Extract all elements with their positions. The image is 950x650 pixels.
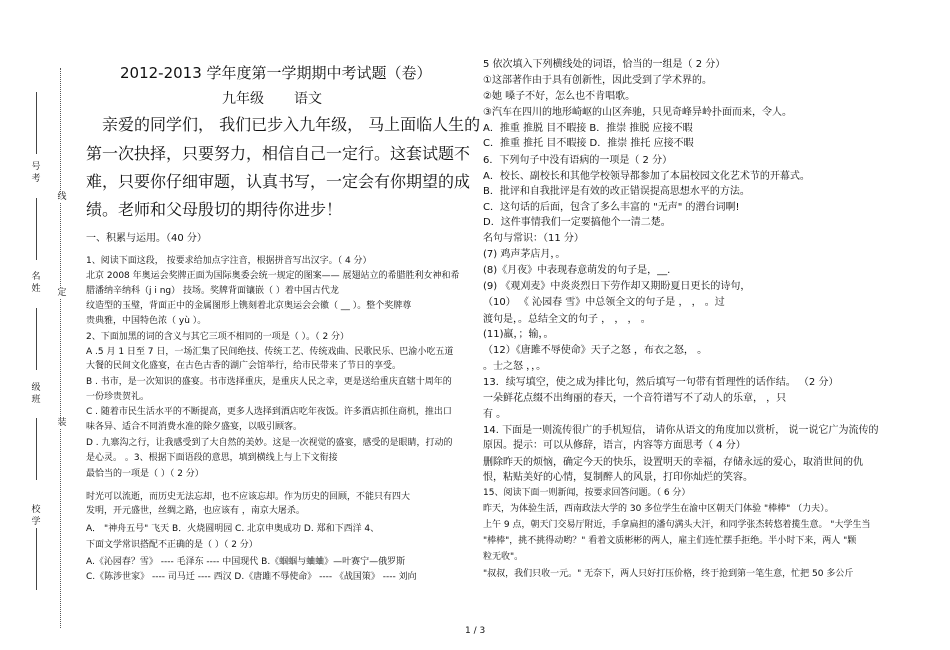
left-line: 北京 2008 年奥运会奖牌正面为国际奥委会统一规定的图案—— 展翅站立的希腊胜利女神和希 (86, 271, 460, 281)
right-line: B．批评和自我批评是有效的改正错误提高思想水平的方法。 (483, 186, 750, 197)
grade-label: 九年级 (222, 91, 264, 107)
left-line: C . 随着市民生活水平的不断提高，更多人选择到酒店吃年夜饭。许多酒店抓住商机，推出口 (86, 407, 452, 417)
exam-title: 2012-2013 学年度第一学期期中考试题（卷） (120, 64, 432, 82)
side-rule-3 (36, 308, 37, 370)
right-line: 一朵鲜花点缀不出绚丽的春天，一个音符谱写不了动人的乐章， ，只 (483, 393, 787, 404)
right-line: (8)《月夜》中表现春意萌发的句子是，__. (483, 265, 671, 276)
left-line: 味各异、适合不同消费水准的除夕盛宴，以吸引顾客。 (86, 422, 303, 432)
right-line: (7) 鸡声茅店月，。 (483, 249, 566, 260)
right-line: C．这句话的后面，包含了多么丰富的 "无声" 的潜台词啊! (483, 202, 740, 213)
side-label-xian: 线 (57, 192, 67, 202)
subject-label: 语文 (294, 91, 322, 107)
side-rule-5 (36, 528, 37, 590)
side-label-xing: 姓 (31, 284, 41, 294)
side-label-xiao: 校 (31, 505, 41, 515)
right-line: 。士之怒 ，，。 (483, 361, 547, 372)
side-label-ding: 定 (57, 288, 67, 298)
right-line: 名句与常识：（11 分） (483, 233, 584, 244)
page-number: 1 / 3 (465, 626, 486, 636)
side-label-zhuang: 装 (57, 418, 67, 428)
left-line: A .5 月 1 日至 7 日，一场汇集了民间绝技、传统工艺、传统戏曲、民歌民乐、巴渝小吃五道 (86, 347, 454, 357)
right-line: (9) 《观刈麦》中炎炎烈日下劳作却又期盼夏日更长的诗句， (483, 281, 751, 292)
left-line: 贵典雅，中国特色浓（ yù ）。 (86, 316, 207, 326)
right-line: ①这部著作由于具有创新性，因此受到了学术界的。 (483, 75, 712, 86)
left-line: 下面文学常识搭配不正确的是（ ）（ 2 分） (86, 540, 258, 550)
right-line: 昨天，为体验生活，西南政法大学的 30 多位学生在渝中区朝天门体验 "棒棒" （力夫）。 (483, 504, 834, 514)
side-label-ming: 名 (31, 272, 41, 282)
right-line: 上午 9 点，朝天门交易厅附近，手拿扁担的潘句满头大汗，和同学张杰转悠着揽生意。 "大学生当 (483, 520, 871, 530)
side-label-hao: 号 (31, 162, 41, 172)
left-line: 1、阅读下面这段， 按要求给加点字注音，根据拼音写出汉字。（ 4 分） (86, 256, 372, 266)
greeting-line-2: 第一次抉择，只要努力，相信自己一定行。这套试题不 (86, 144, 471, 163)
right-line: "叔叔，我们只收一元。" 无奈下，两人只好打压价格，终于抢到第一笔生意，忙把 50 多公斤 (483, 569, 854, 579)
binding-dotted-line (60, 68, 61, 628)
right-line: 恨，粘贴美好的心情，复制醉人的风景，打印你灿烂的笑容。 (483, 472, 753, 483)
left-line: 是心灵。 。3、根据下面语段的意思，填到横线上与上下文衔接 (86, 453, 338, 463)
right-line: 渡句是，。总结全文的句子 ， ， ， 。 (483, 314, 651, 325)
left-line: A.《沁园春？雪》 ---- 毛泽东 ---- 中国现代 B.《蝈蝈与蛐蛐》—叶赛宁—俄罗斯 (86, 557, 406, 567)
side-label-xue: 学 (31, 517, 41, 527)
right-line: 有 。 (483, 409, 507, 420)
left-line: 一份珍贵贺礼。 (86, 392, 150, 402)
left-line: 最恰当的一项是（ ）（ 2 分） (86, 469, 204, 479)
right-line: ②她 嗓子不好，怎么也不肯唱歌。 (483, 91, 636, 102)
right-line: A．校长、副校长和其他学校领导都参加了本届校园文化艺术节的开幕式。 (483, 171, 810, 182)
right-line: 15、阅读下面一则新闻，按要求回答问题。（ 6 分） (483, 488, 691, 498)
right-line: 粒无收"。 (483, 552, 524, 562)
left-line: 大餐的民间文化盛宴，在古色古香的湖广会馆举行，给市民带来了节日的享受。 (86, 361, 402, 371)
side-label-ji: 级 (31, 383, 41, 393)
side-rule-4 (36, 418, 37, 480)
left-line: C.《陈涉世家》 ---- 司马迁 ---- 西汉 D.《唐雎不辱使命》 ---- 《战国策》 ---- 刘向 (86, 572, 417, 582)
right-line: 6．下列句子中没有语病的一项是（ 2 分） (483, 155, 673, 166)
right-line: 14. 下面是一则流传很广的手机短信， 请你从语文的角度加以赏析， 说一说它广为流传的 (483, 425, 879, 436)
right-line: （12）《唐雎不辱使命》天子之怒 ，布衣之怒， 。 (483, 345, 708, 356)
right-line: A．推重 推脱 目不暇接 B．推崇 推脱 应接不暇 (483, 123, 693, 134)
right-line: ③汽车在四川的地形崎岖的山区奔驰，只见奇峰异岭扑面而来，令人。 (483, 107, 792, 118)
section-1-heading: 一、积累与运用。（40 分） (86, 233, 207, 244)
right-line: 删除昨天的烦恼，确定今天的快乐，设置明天的幸福，存储永远的爱心，取消世间的仇 (483, 457, 863, 468)
left-line: D . 九寨沟之行，让我感受到了大自然的美妙。这是一次视觉的盛宴，感受的是眼睛，打动的 (86, 438, 453, 448)
left-line: 发明，开元盛世，丝绸之路，也应该有 ，南京大屠杀。 (86, 506, 305, 516)
right-line: "棒棒"，挑不挑得动哟？" 看着文质彬彬的两人，雇主们连忙摆手拒绝。半小时下来，两人 "颗 (483, 536, 857, 546)
right-line: D．这件事情我们一定要搞他个一清二楚。 (483, 217, 671, 228)
side-rule-1 (36, 92, 37, 154)
right-line: (11)羸，；输，。 (483, 329, 554, 340)
left-line: 2、下面加黑的词的含义与其它三项不相同的一项是（ ）。（ 2 分） (86, 332, 350, 342)
right-line: C．推重 推托 目不暇接 D．推崇 推托 应接不暇 (483, 138, 694, 149)
greeting-line-3: 难，只要你仔细审题，认真书写，一定会有你期望的成 (86, 172, 471, 191)
greeting-line-1: 亲爱的同学们， 我们已步入九年级， 马上面临人生的 (102, 115, 481, 134)
right-line: 原因。提示：可以从修辞，语言，内容等方面思考（ 4 分） (483, 440, 746, 451)
left-line: A． "神舟五号" 飞天 B．火烧圆明园 C. 北京申奥成功 D. 郑和下西洋 4、 (86, 524, 380, 534)
right-line: 13．续写填空，使之成为排比句，然后填写一句带有哲理性的话作结。 （2 分） (483, 377, 839, 388)
left-line: 纹造型的玉璧，背面正中的金属图形上镌刻着北京奥运会会徽（ __ ）。整个奖牌尊 (86, 301, 412, 311)
right-line: 5 依次填入下列横线处的词语，恰当的一组是（ 2 分） (483, 59, 726, 70)
side-label-kao: 考 (31, 174, 41, 184)
left-line: B . 书市，是一次知识的盛宴。书市选择重庆，是重庆人民之幸，更是送给重庆直辖十周年的 (86, 377, 452, 387)
left-line: 时光可以流逝，而历史无法忘却，也不应该忘却。作为历史的回顾，不能只有四大 (86, 492, 411, 502)
side-rule-2 (36, 198, 37, 260)
left-line: 腊潘纳辛纳科（j i ng） 技场。奖牌背面镶嵌（ ）着中国古代龙 (86, 286, 339, 296)
right-line: （10） 《 沁园春 雪》中总领全文的句子是 ， ， 。过 (483, 297, 725, 308)
greeting-line-4: 绩。老师和父母殷切的期待你进步！ (86, 200, 343, 219)
side-label-ban: 班 (31, 395, 41, 405)
